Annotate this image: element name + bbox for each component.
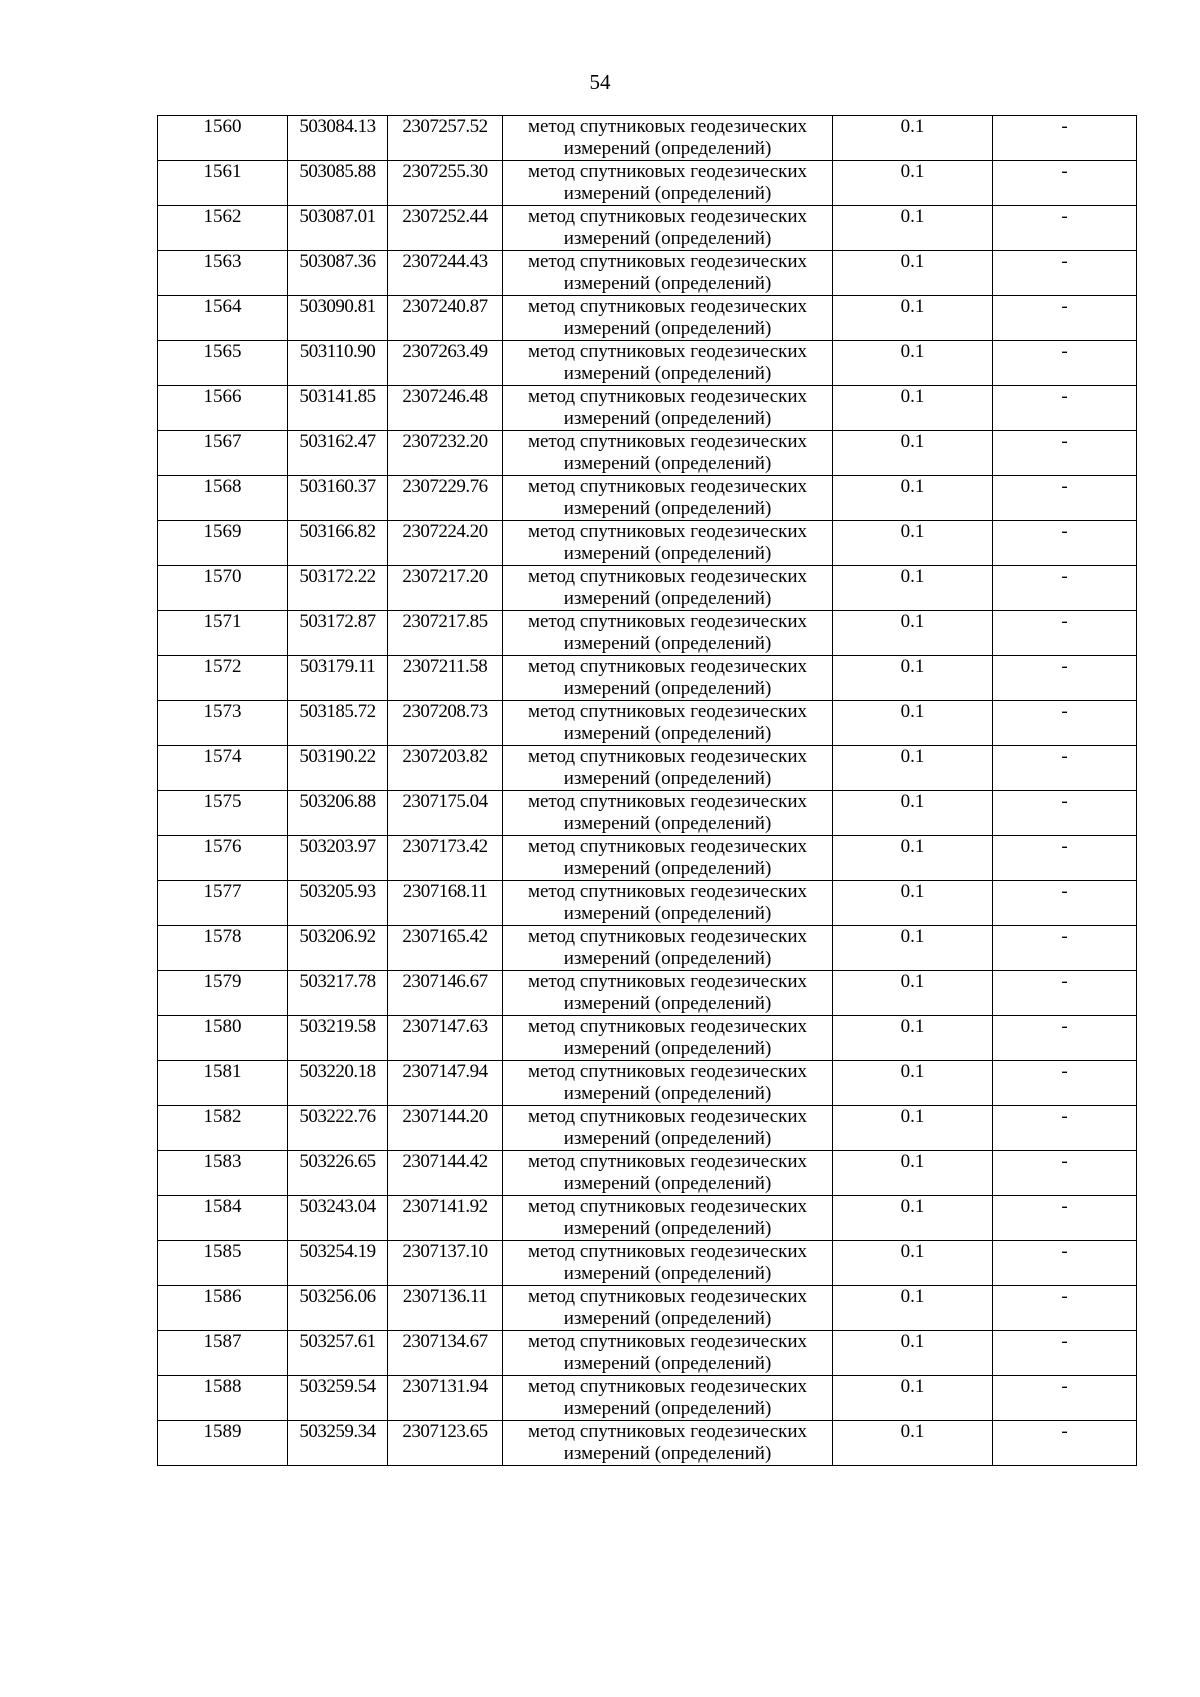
table-row (158, 566, 1137, 611)
accuracy-cell: 0.1 (833, 701, 993, 746)
method-cell: метод спутниковых геодезических измерений (определений) (503, 161, 833, 206)
note-cell: - (993, 116, 1137, 161)
point-number-cell: 1575 (158, 791, 288, 836)
x-coordinate-cell: 503172.87 (288, 611, 388, 656)
y-coordinate-cell: 2307229.76 (388, 476, 503, 521)
note-cell: - (993, 431, 1137, 476)
method-cell: метод спутниковых геодезических измерений (определений) (503, 1286, 833, 1331)
note-cell: - (993, 566, 1137, 611)
x-coordinate-cell: 503087.01 (288, 206, 388, 251)
table-row (158, 116, 1137, 161)
accuracy-cell: 0.1 (833, 1106, 993, 1151)
x-coordinate-cell: 503162.47 (288, 431, 388, 476)
note-cell: - (993, 836, 1137, 881)
x-coordinate-cell: 503217.78 (288, 971, 388, 1016)
table-row (158, 1061, 1137, 1106)
table-row (158, 1016, 1137, 1061)
x-coordinate-cell: 503203.97 (288, 836, 388, 881)
point-number-cell: 1569 (158, 521, 288, 566)
method-cell: метод спутниковых геодезических измерений (определений) (503, 1331, 833, 1376)
accuracy-cell: 0.1 (833, 341, 993, 386)
point-number-cell: 1589 (158, 1421, 288, 1466)
point-number-cell: 1580 (158, 1016, 288, 1061)
point-number-cell: 1588 (158, 1376, 288, 1421)
point-number-cell: 1574 (158, 746, 288, 791)
table-row (158, 1331, 1137, 1376)
accuracy-cell: 0.1 (833, 296, 993, 341)
x-coordinate-cell: 503166.82 (288, 521, 388, 566)
accuracy-cell: 0.1 (833, 656, 993, 701)
table-row (158, 431, 1137, 476)
point-number-cell: 1582 (158, 1106, 288, 1151)
y-coordinate-cell: 2307211.58 (388, 656, 503, 701)
note-cell: - (993, 1061, 1137, 1106)
point-number-cell: 1568 (158, 476, 288, 521)
note-cell: - (993, 476, 1137, 521)
note-cell: - (993, 386, 1137, 431)
point-number-cell: 1577 (158, 881, 288, 926)
table-row (158, 1151, 1137, 1196)
method-cell: метод спутниковых геодезических измерений (определений) (503, 431, 833, 476)
point-number-cell: 1567 (158, 431, 288, 476)
note-cell: - (993, 971, 1137, 1016)
point-number-cell: 1584 (158, 1196, 288, 1241)
table-row (158, 1241, 1137, 1286)
x-coordinate-cell: 503206.88 (288, 791, 388, 836)
table-row (158, 341, 1137, 386)
method-cell: метод спутниковых геодезических измерений (определений) (503, 1376, 833, 1421)
point-number-cell: 1576 (158, 836, 288, 881)
y-coordinate-cell: 2307146.67 (388, 971, 503, 1016)
point-number-cell: 1565 (158, 341, 288, 386)
y-coordinate-cell: 2307217.85 (388, 611, 503, 656)
point-number-cell: 1560 (158, 116, 288, 161)
point-number-cell: 1585 (158, 1241, 288, 1286)
x-coordinate-cell: 503085.88 (288, 161, 388, 206)
note-cell: - (993, 1421, 1137, 1466)
x-coordinate-cell: 503206.92 (288, 926, 388, 971)
x-coordinate-cell: 503205.93 (288, 881, 388, 926)
x-coordinate-cell: 503087.36 (288, 251, 388, 296)
y-coordinate-cell: 2307246.48 (388, 386, 503, 431)
y-coordinate-cell: 2307240.87 (388, 296, 503, 341)
table-row (158, 386, 1137, 431)
table-row (158, 836, 1137, 881)
y-coordinate-cell: 2307123.65 (388, 1421, 503, 1466)
x-coordinate-cell: 503141.85 (288, 386, 388, 431)
point-number-cell: 1566 (158, 386, 288, 431)
y-coordinate-cell: 2307144.42 (388, 1151, 503, 1196)
accuracy-cell: 0.1 (833, 161, 993, 206)
table-row (158, 1421, 1137, 1466)
y-coordinate-cell: 2307244.43 (388, 251, 503, 296)
note-cell: - (993, 1376, 1137, 1421)
method-cell: метод спутниковых геодезических измерений (определений) (503, 836, 833, 881)
table-row (158, 251, 1137, 296)
y-coordinate-cell: 2307168.11 (388, 881, 503, 926)
y-coordinate-cell: 2307165.42 (388, 926, 503, 971)
y-coordinate-cell: 2307257.52 (388, 116, 503, 161)
note-cell: - (993, 1196, 1137, 1241)
accuracy-cell: 0.1 (833, 1286, 993, 1331)
point-number-cell: 1564 (158, 296, 288, 341)
method-cell: метод спутниковых геодезических измерений (определений) (503, 341, 833, 386)
x-coordinate-cell: 503110.90 (288, 341, 388, 386)
method-cell: метод спутниковых геодезических измерений (определений) (503, 521, 833, 566)
note-cell: - (993, 1241, 1137, 1286)
note-cell: - (993, 1016, 1137, 1061)
table-row (158, 521, 1137, 566)
accuracy-cell: 0.1 (833, 1421, 993, 1466)
method-cell: метод спутниковых геодезических измерений (определений) (503, 1016, 833, 1061)
method-cell: метод спутниковых геодезических измерений (определений) (503, 206, 833, 251)
table-row (158, 656, 1137, 701)
note-cell: - (993, 341, 1137, 386)
point-number-cell: 1573 (158, 701, 288, 746)
note-cell: - (993, 1151, 1137, 1196)
table-row (158, 791, 1137, 836)
note-cell: - (993, 926, 1137, 971)
y-coordinate-cell: 2307136.11 (388, 1286, 503, 1331)
method-cell: метод спутниковых геодезических измерений (определений) (503, 611, 833, 656)
point-number-cell: 1587 (158, 1331, 288, 1376)
note-cell: - (993, 881, 1137, 926)
point-number-cell: 1561 (158, 161, 288, 206)
method-cell: метод спутниковых геодезических измерений (определений) (503, 296, 833, 341)
coordinates-table (157, 115, 1137, 1466)
y-coordinate-cell: 2307224.20 (388, 521, 503, 566)
point-number-cell: 1571 (158, 611, 288, 656)
y-coordinate-cell: 2307208.73 (388, 701, 503, 746)
accuracy-cell: 0.1 (833, 206, 993, 251)
method-cell: метод спутниковых геодезических измерений (определений) (503, 1061, 833, 1106)
x-coordinate-cell: 503220.18 (288, 1061, 388, 1106)
accuracy-cell: 0.1 (833, 1331, 993, 1376)
x-coordinate-cell: 503222.76 (288, 1106, 388, 1151)
method-cell: метод спутниковых геодезических измерений (определений) (503, 1421, 833, 1466)
y-coordinate-cell: 2307137.10 (388, 1241, 503, 1286)
accuracy-cell: 0.1 (833, 476, 993, 521)
accuracy-cell: 0.1 (833, 791, 993, 836)
method-cell: метод спутниковых геодезических измерений (определений) (503, 566, 833, 611)
y-coordinate-cell: 2307203.82 (388, 746, 503, 791)
method-cell: метод спутниковых геодезических измерений (определений) (503, 116, 833, 161)
method-cell: метод спутниковых геодезических измерений (определений) (503, 746, 833, 791)
x-coordinate-cell: 503243.04 (288, 1196, 388, 1241)
y-coordinate-cell: 2307147.63 (388, 1016, 503, 1061)
y-coordinate-cell: 2307131.94 (388, 1376, 503, 1421)
note-cell: - (993, 251, 1137, 296)
table-row (158, 1196, 1137, 1241)
x-coordinate-cell: 503172.22 (288, 566, 388, 611)
note-cell: - (993, 791, 1137, 836)
point-number-cell: 1581 (158, 1061, 288, 1106)
x-coordinate-cell: 503254.19 (288, 1241, 388, 1286)
accuracy-cell: 0.1 (833, 431, 993, 476)
point-number-cell: 1579 (158, 971, 288, 1016)
x-coordinate-cell: 503190.22 (288, 746, 388, 791)
method-cell: метод спутниковых геодезических измерений (определений) (503, 476, 833, 521)
method-cell: метод спутниковых геодезических измерений (определений) (503, 1241, 833, 1286)
method-cell: метод спутниковых геодезических измерений (определений) (503, 881, 833, 926)
y-coordinate-cell: 2307175.04 (388, 791, 503, 836)
x-coordinate-cell: 503084.13 (288, 116, 388, 161)
method-cell: метод спутниковых геодезических измерений (определений) (503, 251, 833, 296)
accuracy-cell: 0.1 (833, 251, 993, 296)
accuracy-cell: 0.1 (833, 611, 993, 656)
accuracy-cell: 0.1 (833, 116, 993, 161)
method-cell: метод спутниковых геодезических измерений (определений) (503, 1196, 833, 1241)
x-coordinate-cell: 503090.81 (288, 296, 388, 341)
x-coordinate-cell: 503259.54 (288, 1376, 388, 1421)
accuracy-cell: 0.1 (833, 971, 993, 1016)
accuracy-cell: 0.1 (833, 881, 993, 926)
table-body (158, 116, 1137, 1466)
method-cell: метод спутниковых геодезических измерений (определений) (503, 971, 833, 1016)
accuracy-cell: 0.1 (833, 1196, 993, 1241)
x-coordinate-cell: 503219.58 (288, 1016, 388, 1061)
table-row (158, 971, 1137, 1016)
note-cell: - (993, 296, 1137, 341)
y-coordinate-cell: 2307144.20 (388, 1106, 503, 1151)
point-number-cell: 1586 (158, 1286, 288, 1331)
y-coordinate-cell: 2307255.30 (388, 161, 503, 206)
point-number-cell: 1583 (158, 1151, 288, 1196)
y-coordinate-cell: 2307141.92 (388, 1196, 503, 1241)
table-row (158, 1376, 1137, 1421)
note-cell: - (993, 701, 1137, 746)
note-cell: - (993, 746, 1137, 791)
accuracy-cell: 0.1 (833, 1151, 993, 1196)
table-row (158, 1106, 1137, 1151)
table-row (158, 881, 1137, 926)
note-cell: - (993, 1331, 1137, 1376)
point-number-cell: 1562 (158, 206, 288, 251)
note-cell: - (993, 611, 1137, 656)
method-cell: метод спутниковых геодезических измерений (определений) (503, 926, 833, 971)
note-cell: - (993, 1106, 1137, 1151)
y-coordinate-cell: 2307263.49 (388, 341, 503, 386)
table-row (158, 746, 1137, 791)
y-coordinate-cell: 2307217.20 (388, 566, 503, 611)
accuracy-cell: 0.1 (833, 926, 993, 971)
note-cell: - (993, 1286, 1137, 1331)
y-coordinate-cell: 2307252.44 (388, 206, 503, 251)
x-coordinate-cell: 503185.72 (288, 701, 388, 746)
method-cell: метод спутниковых геодезических измерений (определений) (503, 701, 833, 746)
accuracy-cell: 0.1 (833, 1376, 993, 1421)
note-cell: - (993, 656, 1137, 701)
method-cell: метод спутниковых геодезических измерений (определений) (503, 656, 833, 701)
method-cell: метод спутниковых геодезических измерений (определений) (503, 1106, 833, 1151)
x-coordinate-cell: 503257.61 (288, 1331, 388, 1376)
point-number-cell: 1572 (158, 656, 288, 701)
accuracy-cell: 0.1 (833, 566, 993, 611)
table-row (158, 1286, 1137, 1331)
accuracy-cell: 0.1 (833, 1061, 993, 1106)
x-coordinate-cell: 503259.34 (288, 1421, 388, 1466)
table-row (158, 926, 1137, 971)
method-cell: метод спутниковых геодезических измерений (определений) (503, 386, 833, 431)
accuracy-cell: 0.1 (833, 521, 993, 566)
table-row (158, 476, 1137, 521)
y-coordinate-cell: 2307134.67 (388, 1331, 503, 1376)
table-row (158, 701, 1137, 746)
table-row (158, 161, 1137, 206)
point-number-cell: 1563 (158, 251, 288, 296)
x-coordinate-cell: 503179.11 (288, 656, 388, 701)
accuracy-cell: 0.1 (833, 386, 993, 431)
table-row (158, 611, 1137, 656)
table-row (158, 206, 1137, 251)
y-coordinate-cell: 2307147.94 (388, 1061, 503, 1106)
method-cell: метод спутниковых геодезических измерений (определений) (503, 791, 833, 836)
x-coordinate-cell: 503256.06 (288, 1286, 388, 1331)
table-row (158, 296, 1137, 341)
accuracy-cell: 0.1 (833, 836, 993, 881)
note-cell: - (993, 161, 1137, 206)
point-number-cell: 1570 (158, 566, 288, 611)
x-coordinate-cell: 503226.65 (288, 1151, 388, 1196)
x-coordinate-cell: 503160.37 (288, 476, 388, 521)
method-cell: метод спутниковых геодезических измерений (определений) (503, 1151, 833, 1196)
note-cell: - (993, 521, 1137, 566)
accuracy-cell: 0.1 (833, 746, 993, 791)
accuracy-cell: 0.1 (833, 1241, 993, 1286)
point-number-cell: 1578 (158, 926, 288, 971)
y-coordinate-cell: 2307173.42 (388, 836, 503, 881)
page-number: 54 (589, 70, 611, 94)
accuracy-cell: 0.1 (833, 1016, 993, 1061)
note-cell: - (993, 206, 1137, 251)
y-coordinate-cell: 2307232.20 (388, 431, 503, 476)
